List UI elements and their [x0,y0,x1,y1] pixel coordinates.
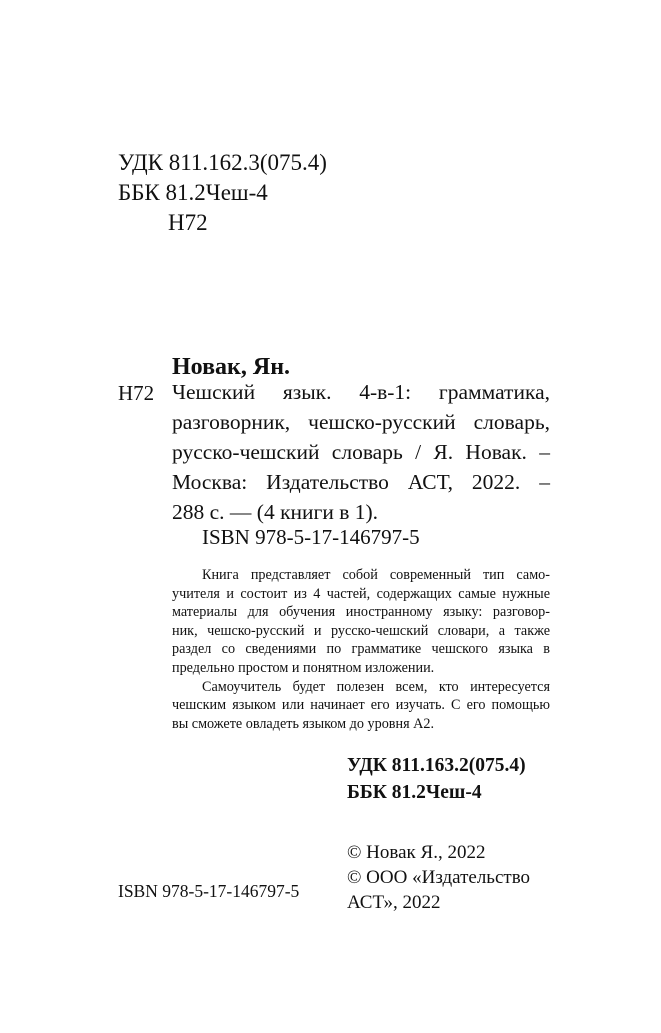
copyright-line: АСТ», 2022 [347,892,441,913]
annotation-line: предельно простом и понятном изложении. [172,659,435,676]
bib-line: Чешский язык. 4-в-1: грамматика, [172,380,550,404]
margin-author-mark: Н72 [118,381,155,405]
bib-line: Москва: Издательство АСТ, 2022. – [172,470,550,494]
bibliographic-description [172,377,550,527]
annotation [172,566,550,733]
bbk-code: ББК 81.2Чеш-4 [118,180,268,205]
isbn-number: ISBN 978-5-17-146797-5 [202,525,420,549]
annotation-line: Самоучитель будет полезен всем, кто интересуется [202,678,550,695]
annotation-line: учителя и состоит из 4 частей, содержащих самые нужные [172,585,550,602]
annotation-line: чешским языком или начинает его изучать. С его помощью [172,697,550,714]
isbn-footer: ISBN 978-5-17-146797-5 [118,881,300,901]
author-mark-code: Н72 [168,210,208,235]
copyright-block [347,840,530,915]
classification-block-top [118,148,327,238]
annotation-line: материалы для обучения иностранному языку: разговор- [172,604,550,621]
copyright-line: © ООО «Издательство [347,867,531,888]
author-heading: Новак, Ян. [172,354,291,380]
udk-code: УДК 811.162.3(075.4) [118,150,327,175]
annotation-line: раздел со сведениями по грамматике чешского языка в [172,641,550,658]
annotation-line: ник, чешско-русский и русско-чешский словари, а также [172,622,550,639]
bib-line: русско-чешский словарь / Я. Новак. – [172,440,550,464]
annotation-line: Книга представляет собой современный тип само- [202,567,550,583]
udk-code: УДК 811.163.2(075.4) [347,755,526,776]
bbk-code: ББК 81.2Чеш-4 [347,782,482,803]
copyright-line: © Новак Я., 2022 [347,842,486,863]
classification-block-bottom [347,752,526,806]
annotation-line: вы сможете овладеть языком до уровня А2. [172,715,435,732]
bib-line: 288 с. — (4 книги в 1). [172,500,379,524]
bib-line: разговорник, чешско-русский словарь, [172,410,550,434]
